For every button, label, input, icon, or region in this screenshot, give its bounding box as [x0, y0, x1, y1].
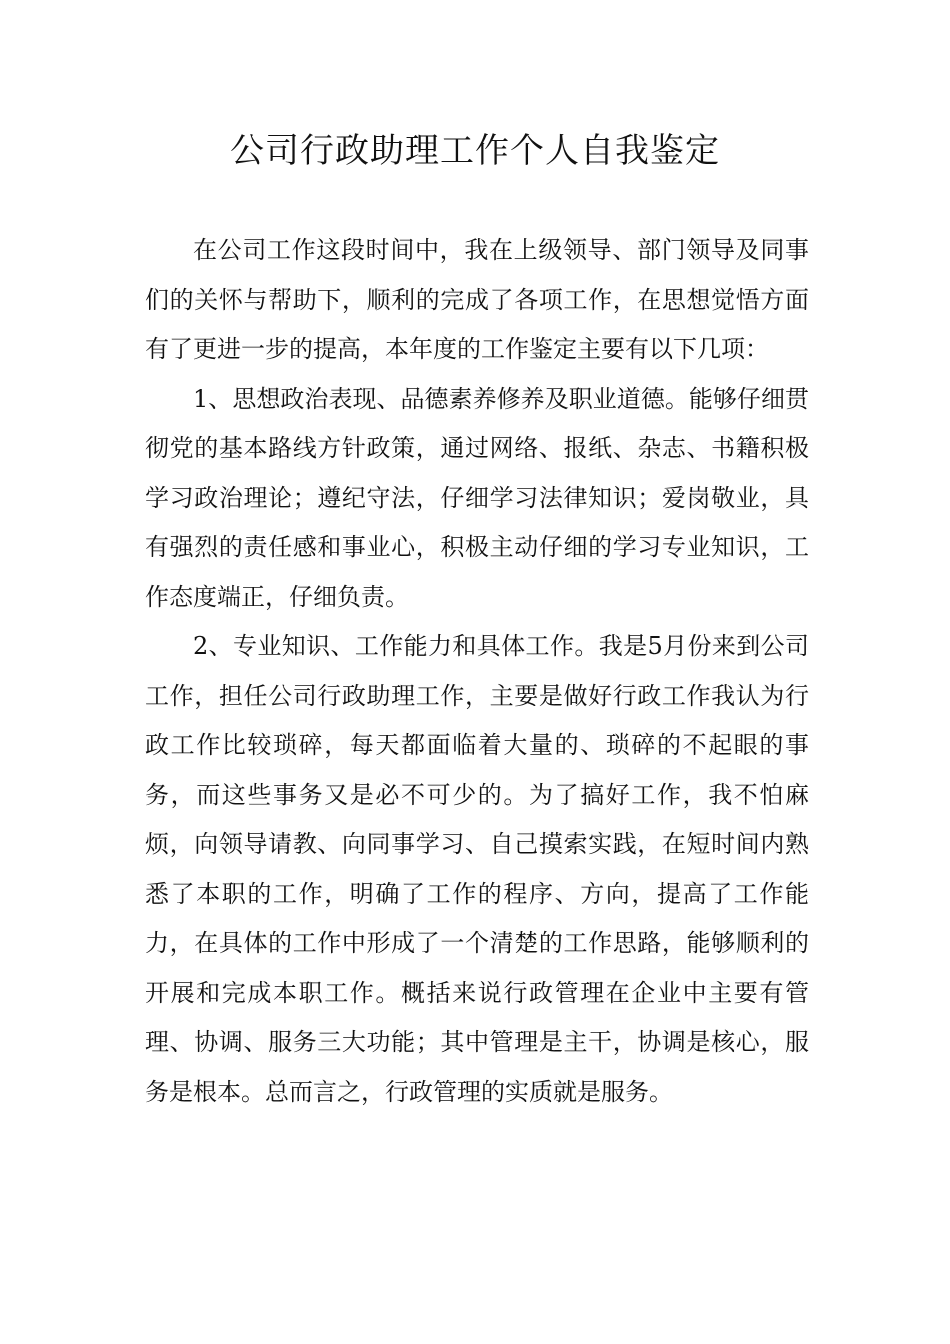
paragraph-item-2: 2、专业知识、工作能力和具体工作。我是5月份来到公司工作，担任公司行政助理工作，主要是做好行政工作我认为行政工作比较琐碎，每天都面临着大量的、琐碎的不起眼的事务，而这些事务又是必不可少的。为了搞好工作，我不怕麻烦，向领导请教、向同事学习、自己摸索实践，在短时间内熟悉了本职的工作，明确了工作的程序、方向，提高了工作能力，在具体的工作中形成了一个清楚的工作思路，能够顺利的开展和完成本职工作。概括来说行政管理在企业中主要有管理、协调、服务三大功能；其中管理是主干，协调是核心，服务是根本。总而言之，行政管理的实质就是服务。 [145, 632, 809, 1106]
document-body [145, 226, 809, 1117]
paragraph-item-1: 1、思想政治表现、品德素养修养及职业道德。能够仔细贯彻党的基本路线方针政策，通过网络、报纸、杂志、书籍积极学习政治理论；遵纪守法，仔细学习法律知识；爱岗敬业，具有强烈的责任感和事业心，积极主动仔细的学习专业知识，工作态度端正，仔细负责。 [145, 384, 809, 611]
document-title: 公司行政助理工作个人自我鉴定 [230, 131, 720, 171]
paragraph-intro: 在公司工作这段时间中，我在上级领导、部门领导及同事们的关怀与帮助下，顺利的完成了各项工作，在思想觉悟方面有了更进一步的提高，本年度的工作鉴定主要有以下几项： [145, 236, 809, 363]
